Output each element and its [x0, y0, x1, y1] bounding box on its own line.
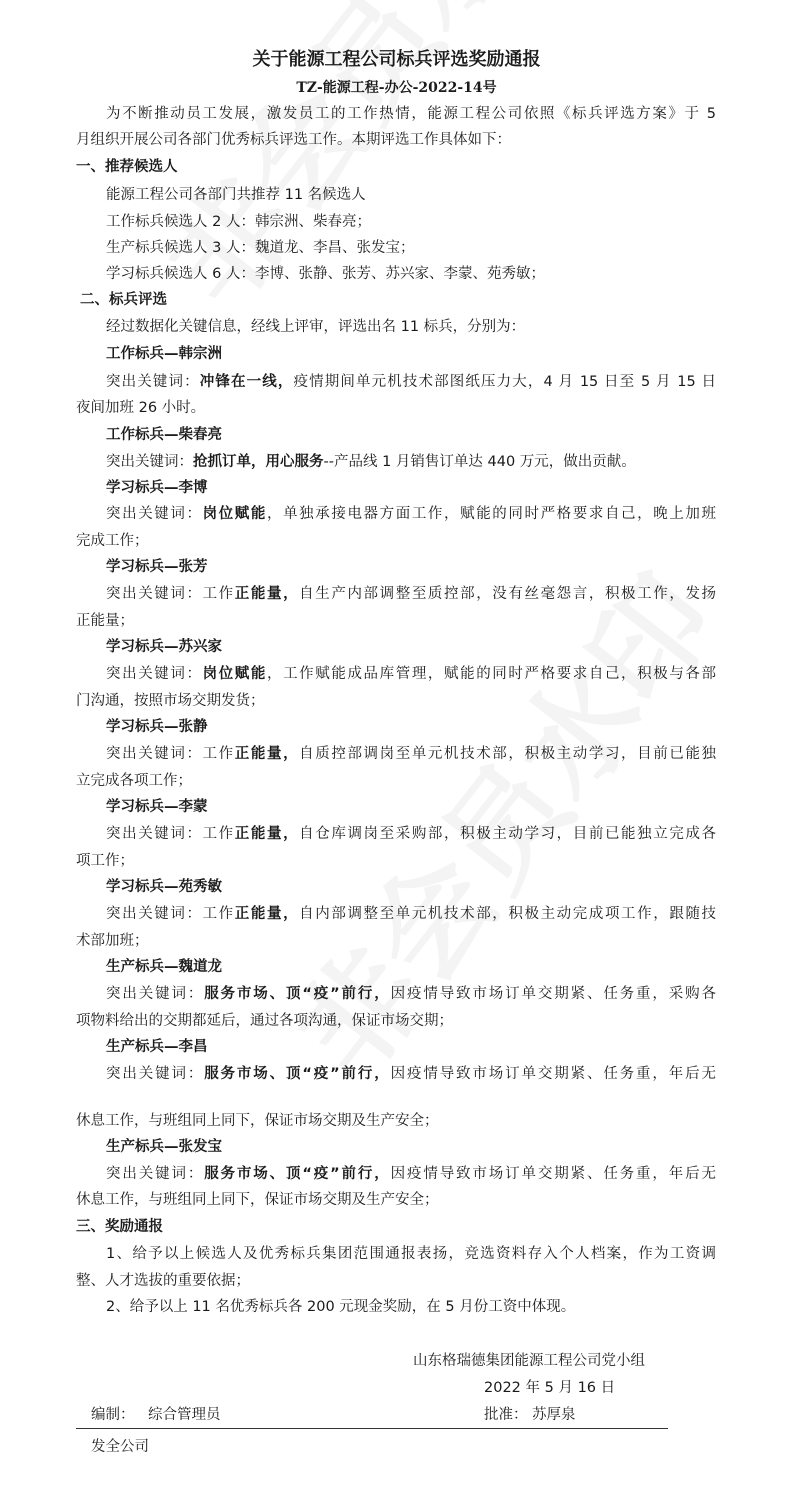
award-title: 学习标兵—苑秀敏	[106, 879, 222, 895]
award-keyword-line: 立完成各项工作；	[76, 773, 192, 789]
award-keyword-line: 休息工作，与班组同上同下，保证市场交期及生产安全；	[76, 1113, 439, 1129]
reward-line: 2、给予以上 11 名优秀标兵各 200 元现金奖励，在 5 月份工资中体现。	[106, 1299, 576, 1315]
intro-line: 月组织开展公司各部门优秀标兵评选工作。本期评选工作具体如下：	[76, 132, 511, 148]
approver-label: 批准：	[484, 1407, 528, 1423]
award-keyword-line: 突出关键词：工作正能量，自内部调整至单元机技术部，积极主动完成项工作，跟随技	[106, 906, 717, 922]
award-keyword-line: 突出关键词：岗位赋能，工作赋能成品库管理，赋能的同时严格要求自己，积极与各部	[106, 666, 717, 682]
award-title: 工作标兵—韩宗洲	[106, 346, 222, 362]
award-keyword-line: 术部加班；	[76, 933, 149, 949]
candidate-line: 能源工程公司各部门共推荐 11 名候选人	[106, 187, 366, 203]
award-keyword-line: 突出关键词：冲锋在一线，疫情期间单元机技术部图纸压力大，4 月 15 日至 5 月 15 日	[106, 374, 716, 390]
candidate-line: 生产标兵候选人 3 人：魏道龙、李昌、张发宝；	[106, 240, 415, 256]
award-keyword-line: 突出关键词：服务市场、顶“疫”前行，因疫情导致市场订单交期紧、任务重，年后无	[106, 1066, 717, 1082]
award-title: 学习标兵—李蒙	[106, 799, 208, 815]
award-keyword-line: 夜间加班 26 小时。	[76, 400, 206, 416]
award-keyword-line: 项工作；	[76, 853, 134, 869]
signature-org: 山东格瑞德集团能源工程公司党小组	[413, 1353, 645, 1369]
award-title: 学习标兵—张静	[106, 719, 208, 735]
award-keyword-line: 突出关键词：抢抓订单，用心服务--产品线 1 月销售订单达 440 万元，做出贡献。	[106, 454, 636, 470]
award-keyword-line: 完成工作；	[76, 533, 149, 549]
award-title: 学习标兵—苏兴家	[106, 639, 222, 655]
distribution: 发全公司	[91, 1439, 149, 1455]
intro-line: 为不断推动员工发展，激发员工的工作热情，能源工程公司依照《标兵评选方案》于 5	[106, 106, 716, 122]
award-keyword-line: 突出关键词：工作正能量，自仓库调岗至采购部，积极主动学习，目前已能独立完成各	[106, 826, 717, 842]
editor-label: 编制：	[91, 1407, 135, 1423]
award-title: 生产标兵—张发宝	[106, 1139, 222, 1155]
award-title: 工作标兵—柴春亮	[106, 427, 222, 443]
award-keyword-line: 休息工作，与班组同上同下，保证市场交期及生产安全；	[76, 1192, 439, 1208]
candidate-line: 工作标兵候选人 2 人：韩宗洲、柴春亮；	[106, 214, 371, 230]
award-title: 生产标兵—李昌	[106, 1039, 208, 1055]
section-heading: 三、奖励通报	[76, 1219, 163, 1235]
award-title: 学习标兵—李博	[106, 480, 208, 496]
award-keyword-line: 门沟通，按照市场交期发货；	[76, 693, 265, 709]
document-title: 关于能源工程公司标兵评选奖励通报	[252, 49, 541, 70]
document-number: TZ-能源工程-办公-2022-14号	[296, 80, 497, 96]
award-title: 学习标兵—张芳	[106, 559, 208, 575]
award-keyword-line: 突出关键词：工作正能量，自质控部调岗至单元机技术部，积极主动学习，目前已能独	[106, 746, 717, 762]
editor-name: 综合管理员	[148, 1407, 221, 1423]
section-heading: 二、标兵评选	[80, 292, 167, 308]
award-keyword-line: 突出关键词：工作正能量，自生产内部调整至质控部，没有丝毫怨言，积极工作，发扬	[106, 586, 717, 602]
award-keyword-line: 突出关键词：服务市场、顶“疫”前行，因疫情导致市场订单交期紧、任务重，采购各	[106, 986, 717, 1002]
award-keyword-line: 突出关键词：岗位赋能，单独承接电器方面工作，赋能的同时严格要求自己，晚上加班	[106, 506, 717, 522]
reward-line: 1、给予以上候选人及优秀标兵集团范围通报表扬，竞选资料存入个人档案，作为工资调	[106, 1246, 716, 1262]
award-keyword-line: 项物料给出的交期都延后，通过各项沟通，保证市场交期；	[76, 1013, 453, 1029]
selection-intro: 经过数据化关键信息，经线上评审，评选出名 11 标兵，分别为：	[106, 319, 526, 335]
reward-line: 整、人才选拔的重要依据；	[76, 1273, 250, 1289]
award-title: 生产标兵—魏道龙	[106, 959, 222, 975]
section-heading: 一、推荐候选人	[76, 159, 178, 175]
approver-name: 苏厚泉	[532, 1407, 576, 1423]
candidate-line: 学习标兵候选人 6 人：李博、张静、张芳、苏兴家、李蒙、苑秀敏；	[106, 266, 545, 282]
signature-date: 2022 年 5 月 16 日	[484, 1380, 616, 1396]
footer-divider	[76, 1428, 668, 1429]
award-keyword-line: 突出关键词：服务市场、顶“疫”前行，因疫情导致市场订单交期紧、任务重，年后无	[106, 1166, 717, 1182]
award-keyword-line: 正能量；	[76, 613, 134, 629]
